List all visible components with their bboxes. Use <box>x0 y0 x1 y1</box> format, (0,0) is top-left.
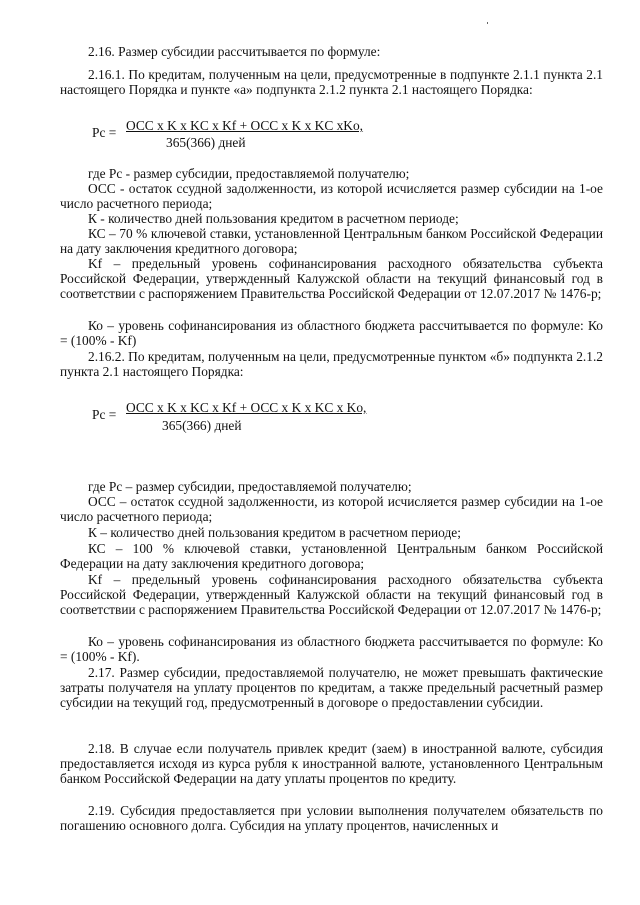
section-2-16-1: 2.16.1. По кредитам, полученным на цели, предусмотренные в подпункте 2.1.1 пункта 2.1 настоящего Порядка и пункте «а» подпункта 2.1.2 пункта 2.1 настоящего Порядка: <box>60 67 603 98</box>
section-2-16: 2.16. Размер субсидии рассчитывается по формуле: <box>88 44 381 59</box>
formula-1-denominator: 365(366) дней <box>166 135 246 150</box>
formula-2-label: Pc = <box>92 407 117 422</box>
def2-ko: Ко – уровень софинансирования из областного бюджета рассчитывается по формуле: Ко = (100% - Kf). <box>60 634 603 665</box>
def1-ko: Ко – уровень софинансирования из областного бюджета рассчитывается по формуле: Ко = (100% - Kf) <box>60 318 603 349</box>
def2-oss: ОСС – остаток ссудной задолженности, из которой исчисляется размер субсидии на 1-ое число расчетного периода; <box>60 494 603 525</box>
def1-kf: Kf – предельный уровень софинансирования расходного обязательства субъекта Российской Федерации, утвержденный Калужской области на текущий финансовый год в соответствии с распоряжением Правительства Российской Федерации от 12.07.2017 № 1476-р; <box>60 256 603 302</box>
section-2-19: 2.19. Субсидия предоставляется при условии выполнения получателем обязательств по погашению основного долга. Субсидия на уплату процентов, начисленных и <box>60 803 603 834</box>
formula-2 <box>92 400 472 436</box>
def1-k: К - количество дней пользования кредитом в расчетном периоде; <box>88 211 459 226</box>
def1-ks: КС – 70 % ключевой ставки, установленной Центральным банком Российской Федерации на дату заключения кредитного договора; <box>60 226 603 257</box>
def2-kf: Kf – предельный уровень софинансирования расходного обязательства субъекта Российской Федерации, утвержденный Калужской области на текущий финансовый год в соответствии с распоряжением Правительства Российской Федерации от 12.07.2017 № 1476-р; <box>60 572 603 618</box>
section-2-16-2: 2.16.2. По кредитам, полученным на цели, предусмотренные пунктом «б» подпункта 2.1.2 пункта 2.1 настоящего Порядка: <box>60 349 603 380</box>
formula-2-numerator: ОСС x K x KC x Kf + ОСС x K x KC x Ko, <box>126 400 367 415</box>
def2-rc: где Рс – размер субсидии, предоставляемой получателю; <box>88 479 412 494</box>
def2-k: К – количество дней пользования кредитом в расчетном периоде; <box>88 525 461 540</box>
def1-oss: ОСС - остаток ссудной задолженности, из которой исчисляется размер субсидии на 1-ое число расчетного периода; <box>60 181 603 212</box>
section-2-17: 2.17. Размер субсидии, предоставляемой получателю, не может превышать фактические затраты получателя на уплату процентов по кредитам, а также предельный расчетный размер субсидии на текущий год, предусмотренный в договоре о предоставлении субсидии. <box>60 665 603 711</box>
formula-1-numerator: ОСС x K x KC x Kf + ОСС x K x KC xKo, <box>126 118 364 133</box>
scan-speck <box>487 22 488 24</box>
formula-1 <box>92 118 472 154</box>
section-2-18: 2.18. В случае если получатель привлек кредит (заем) в иностранной валюте, субсидия предоставляется исходя из курса рубля к иностранной валюте, установленного Центральным банком Российской Федерации на дату уплаты процентов по кредиту. <box>60 741 603 787</box>
formula-2-denominator: 365(366) дней <box>162 418 242 433</box>
formula-1-label: Pc = <box>92 125 117 140</box>
def2-ks: КС – 100 % ключевой ставки, установленной Центральным банком Российской Федерации на дату заключения кредитного договора; <box>60 541 603 572</box>
def1-rc: где Рс - размер субсидии, предоставляемой получателю; <box>88 166 410 181</box>
